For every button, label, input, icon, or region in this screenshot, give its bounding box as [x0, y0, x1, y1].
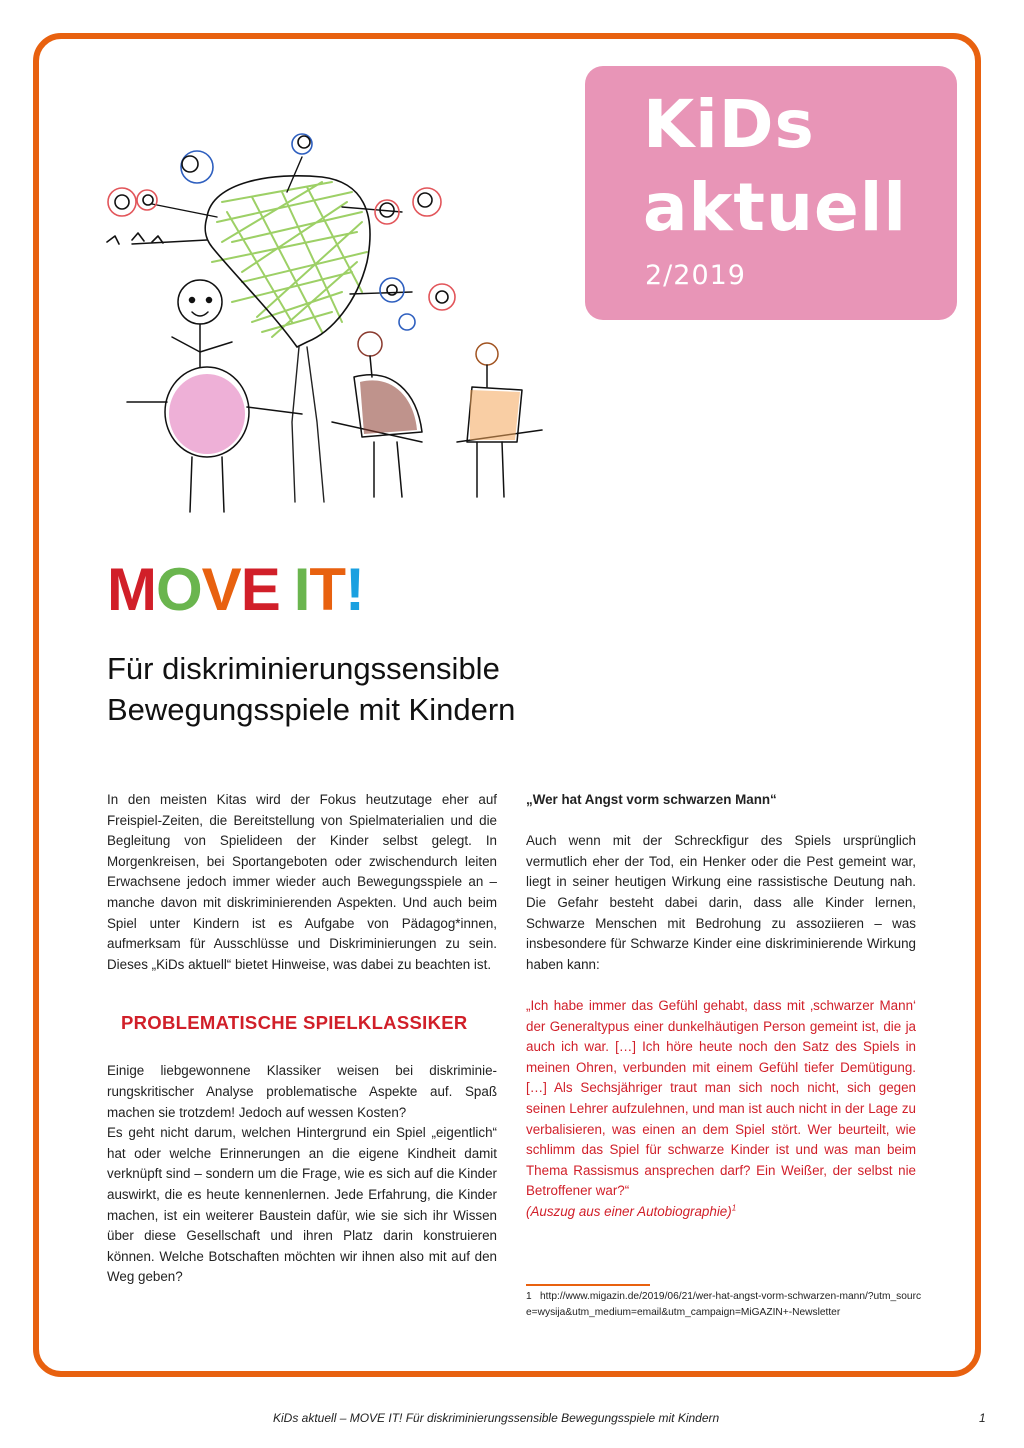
subtitle-line1: Für diskriminierungssensible — [107, 651, 500, 686]
footnote-divider — [526, 1284, 650, 1286]
intro-paragraph: In den meisten Kitas wird der Fokus heutzutage eher auf Freispiel-Zeiten, die Bereitstellung von Spielmaterialien und die Begleitung von Spielideen der Kinder selbst gelegt. In Morgenkreisen, bei Sportangeboten oder zwischendurch leiten Erwachsene jedoch immer wieder auch Bewegungsspiele an – manche davon mit diskriminierenden Aspekten. Und auch beim Spiel unter Kindern ist es Aufgabe von Pädagog*innen, aufmerksam für Ausschlüsse und Diskriminierungen zu sein. Dieses „KiDs aktuell“ bietet Hinweise, was dabei zu beachten ist. — [107, 792, 497, 972]
badge-title-line1: KiDs — [643, 86, 815, 163]
quote-paragraph: „Ich habe immer das Gefühl gehabt, dass mit ‚schwarzer Mann‘ der Generaltypus einer dunkelhäutigen Person gemeint ist, die ja auch ich war. […] Ich höre heute noch den Satz des Spiels in meinen Ohren, verbunden mit einem Gefühl tiefer Demütigung. […] Als Sechsjähriger traut man sich noch nicht, sich gegen seinen Lehrer aufzulehnen, und man ist auch nicht in der Lage zu verbalisieren, was einen an dem Spiel stört. Wer beurteilt, wie schlimm das Spiel für schwarze Kinder ist und was man beim Thema Rassismus ansprechen darf? Ein Weißer, der selbst nie Betroffener war?“ — [526, 997, 916, 1199]
subtitle-line2: Bewegungsspiele mit Kindern — [107, 692, 516, 727]
game-title: „Wer hat Angst vorm schwarzen Mann“ — [526, 792, 777, 807]
quote-source — [526, 1202, 916, 1223]
quote-source-text: (Auszug aus einer Autobiographie) — [526, 1203, 732, 1219]
title-letter: ! — [345, 556, 365, 623]
body-paragraph: Einige liebgewonnene Klassiker weisen bei diskriminierungskritischer Analyse problematische Aspekte auf. Spaß machen sie trotzdem! Jedoch auf wessen Kosten? — [107, 1063, 497, 1120]
title-letter: V — [201, 556, 241, 623]
page-title-move-it — [107, 556, 365, 623]
title-letter: T — [309, 556, 346, 623]
publication-badge — [585, 66, 957, 320]
title-letter: M — [107, 556, 156, 623]
left-column — [107, 790, 497, 1288]
section-heading: PROBLEMATISCHE SPIELKLASSIKER — [121, 1012, 468, 1034]
body-paragraph: Es geht nicht darum, welchen Hintergrund ein Spiel „eigentlich“ hat oder welche Erinnerungen an die eigene Kindheit damit verknüpft sind – sondern um die Frage, wie es sich auf die Kinder auswirkt, die es heute kennenlernen. Jede Erfahrung, die Kinder machen, ist ein weiterer Baustein dafür, wie sie sich ihr Wissen über diese Gesellschaft und ihren Platz darin konstruieren können. Welche Botschaften möchten wir ihnen also mit auf den Weg geben? — [107, 1125, 497, 1285]
page-number: 1 — [979, 1411, 986, 1425]
footnote — [526, 1289, 926, 1320]
title-letter: I — [293, 556, 310, 623]
footnote-reference[interactable]: 1 — [731, 1203, 737, 1213]
footnote-number: 1 — [526, 1291, 532, 1302]
footnote-link[interactable]: http://www.migazin.de/2019/06/21/wer-hat-angst-vorm-schwarzen-mann/?utm_source=wysija&utm_medium=email&utm_campaign=MiGAZIN+-Newsletter — [526, 1291, 922, 1318]
badge-issue-number: 2/2019 — [645, 260, 746, 291]
badge-title-line2: aktuell — [643, 169, 907, 246]
title-letter: O — [155, 556, 202, 623]
children-drawing-illustration — [92, 122, 590, 520]
title-letter: E — [240, 556, 280, 623]
body-paragraph: Auch wenn mit der Schreckfigur des Spiels ursprünglich vermutlich eher der Tod, ein Henker oder die Pest gemeint war, liegt in seiner heutigen Wirkung eine rassistische Deutung nah. Die Gefahr besteht dabei darin, dass alle Kinder lernen, Schwarze Menschen mit Bedrohung zu assoziieren – was insbesondere für Schwarze Kinder eine diskriminierende Wirkung haben kann: — [526, 833, 916, 972]
page-footer: KiDs aktuell – MOVE IT! Für diskriminierungssensible Bewegungsspiele mit Kindern — [273, 1411, 720, 1425]
page-subtitle — [107, 648, 707, 730]
right-column — [526, 790, 916, 1222]
